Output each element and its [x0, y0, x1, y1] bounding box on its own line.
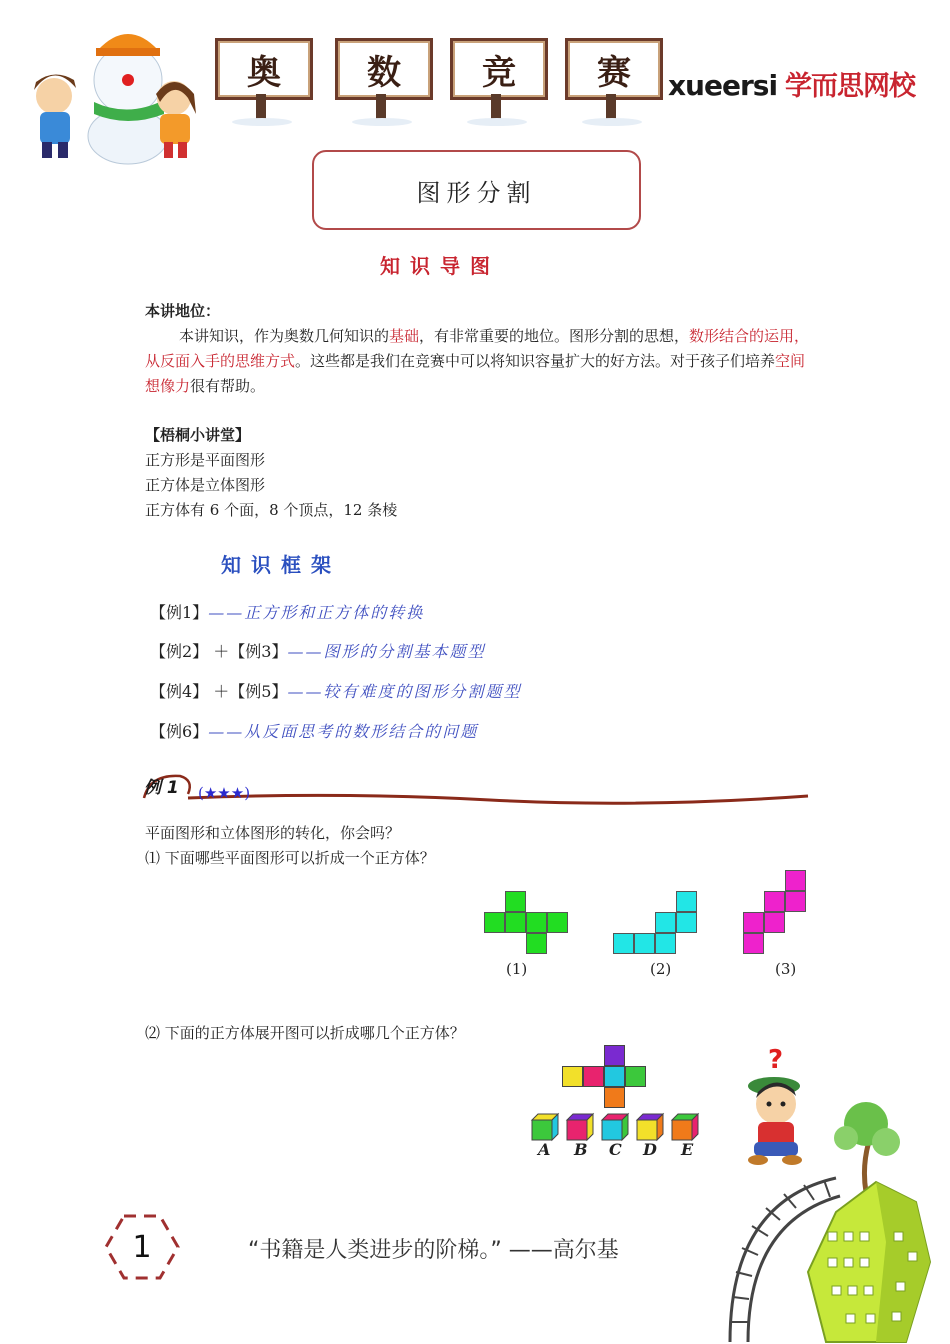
framework-text: ——从反面思考的数形结合的问题: [208, 722, 479, 741]
highlight-text: 基础: [389, 327, 420, 345]
text-seg: ，有非常重要的地位。图形分割的思想，: [419, 327, 690, 345]
framework-item: [150, 639, 485, 662]
highlight-text: 数形结合的运用，从反面入手的思维方式: [145, 327, 810, 370]
net-square: [676, 891, 697, 912]
sign-ao: 奥: [215, 38, 313, 100]
framework-item: [150, 719, 478, 742]
cube-option-e: [672, 1114, 698, 1140]
net-square: [764, 891, 785, 912]
difficulty-stars: (★★★): [198, 784, 251, 802]
cube-option-c: [602, 1114, 628, 1140]
net-face: [604, 1087, 625, 1108]
lesson-title: 图形分割: [312, 150, 641, 230]
net-face: [562, 1066, 583, 1087]
example-label: 例 1: [144, 778, 179, 798]
figure-caption: (1): [506, 960, 528, 978]
figure-caption: (3): [775, 960, 797, 978]
framework-label: 【例4】 ＋【例5】: [150, 682, 288, 701]
text-seg: 。这些都是我们在竞赛中可以将知识容量扩大的好方法。对于孩子们培养: [295, 352, 776, 370]
text-seg: 很有帮助。: [190, 377, 266, 395]
net-square: [743, 912, 764, 933]
net-square: [655, 933, 676, 954]
text-seg: 本讲知识，作为奥数几何知识的: [179, 327, 390, 345]
snow-mound: [467, 118, 527, 126]
snow-mound: [352, 118, 412, 126]
net-square: [547, 912, 568, 933]
option-letter: C: [609, 1140, 622, 1159]
net-square: [484, 912, 505, 933]
net-square: [613, 933, 634, 954]
net-square: [526, 933, 547, 954]
sign-sai: 赛: [565, 38, 663, 100]
lecture-line: 正方体是立体图形: [145, 476, 266, 494]
net-face: [583, 1066, 604, 1087]
net-square: [634, 933, 655, 954]
framework-item: [150, 679, 521, 702]
framework-item: [150, 600, 424, 623]
sign-shu: 数: [335, 38, 433, 100]
tree-building-illustration: [716, 1092, 950, 1344]
net-face: [604, 1066, 625, 1087]
footer-quote: “书籍是人类进步的阶梯。” ——高尔基: [248, 1238, 619, 1263]
svg-text:?: ?: [768, 1046, 784, 1075]
net-face: [604, 1045, 625, 1066]
highlight-text: 空间想像力: [145, 352, 806, 395]
framework-label: 【例6】: [150, 722, 209, 741]
net-square: [743, 933, 764, 954]
kids-snowman-illustration: [18, 18, 208, 168]
cube-option-a: [532, 1114, 558, 1140]
snow-mound: [232, 118, 292, 126]
net-square: [785, 891, 806, 912]
option-letter: B: [574, 1140, 588, 1159]
net-square: [655, 912, 676, 933]
framework-text: ——正方形和正方体的转换: [208, 603, 425, 622]
example-intro: 平面图形和立体图形的转化，你会吗？: [145, 824, 401, 842]
lecture-heading: 【梧桐小讲堂】: [145, 426, 251, 444]
framework-label: 【例1】: [150, 603, 209, 622]
lecture-line: 正方形是平面图形: [145, 451, 266, 469]
cube-option-b: [567, 1114, 593, 1140]
sign-jing: 竞: [450, 38, 548, 100]
position-paragraph: [145, 324, 813, 399]
net-square: [505, 891, 526, 912]
brand-logo: [668, 64, 915, 103]
knowledge-map-heading: 知识导图: [380, 254, 500, 278]
cube-option-d: [637, 1114, 663, 1140]
option-letter: D: [643, 1140, 657, 1159]
option-letter: A: [538, 1140, 551, 1159]
framework-heading: 知识框架: [221, 553, 341, 577]
brand-cn: 学而思网校: [785, 71, 916, 102]
option-letter: E: [681, 1140, 694, 1159]
question-2: ⑵ 下面的正方体展开图可以折成哪几个正方体？: [145, 1024, 465, 1042]
question-1: ⑴ 下面哪些平面图形可以折成一个正方体？: [145, 849, 435, 867]
position-label: 本讲地位：: [145, 302, 221, 320]
net-square: [764, 912, 785, 933]
page-number: 1: [132, 1229, 152, 1265]
brand-en: xueersi: [668, 69, 778, 102]
net-face: [625, 1066, 646, 1087]
framework-label: 【例2】 ＋【例3】: [150, 642, 288, 661]
net-square: [676, 912, 697, 933]
framework-text: ——图形的分割基本题型: [287, 642, 486, 661]
framework-text: ——较有难度的图形分割题型: [287, 682, 522, 701]
snow-mound: [582, 118, 642, 126]
lecture-line: 正方体有 6 个面，8 个顶点，12 条棱: [145, 501, 398, 519]
net-square: [526, 912, 547, 933]
figure-caption: (2): [650, 960, 672, 978]
net-square: [505, 912, 526, 933]
net-square: [785, 870, 806, 891]
